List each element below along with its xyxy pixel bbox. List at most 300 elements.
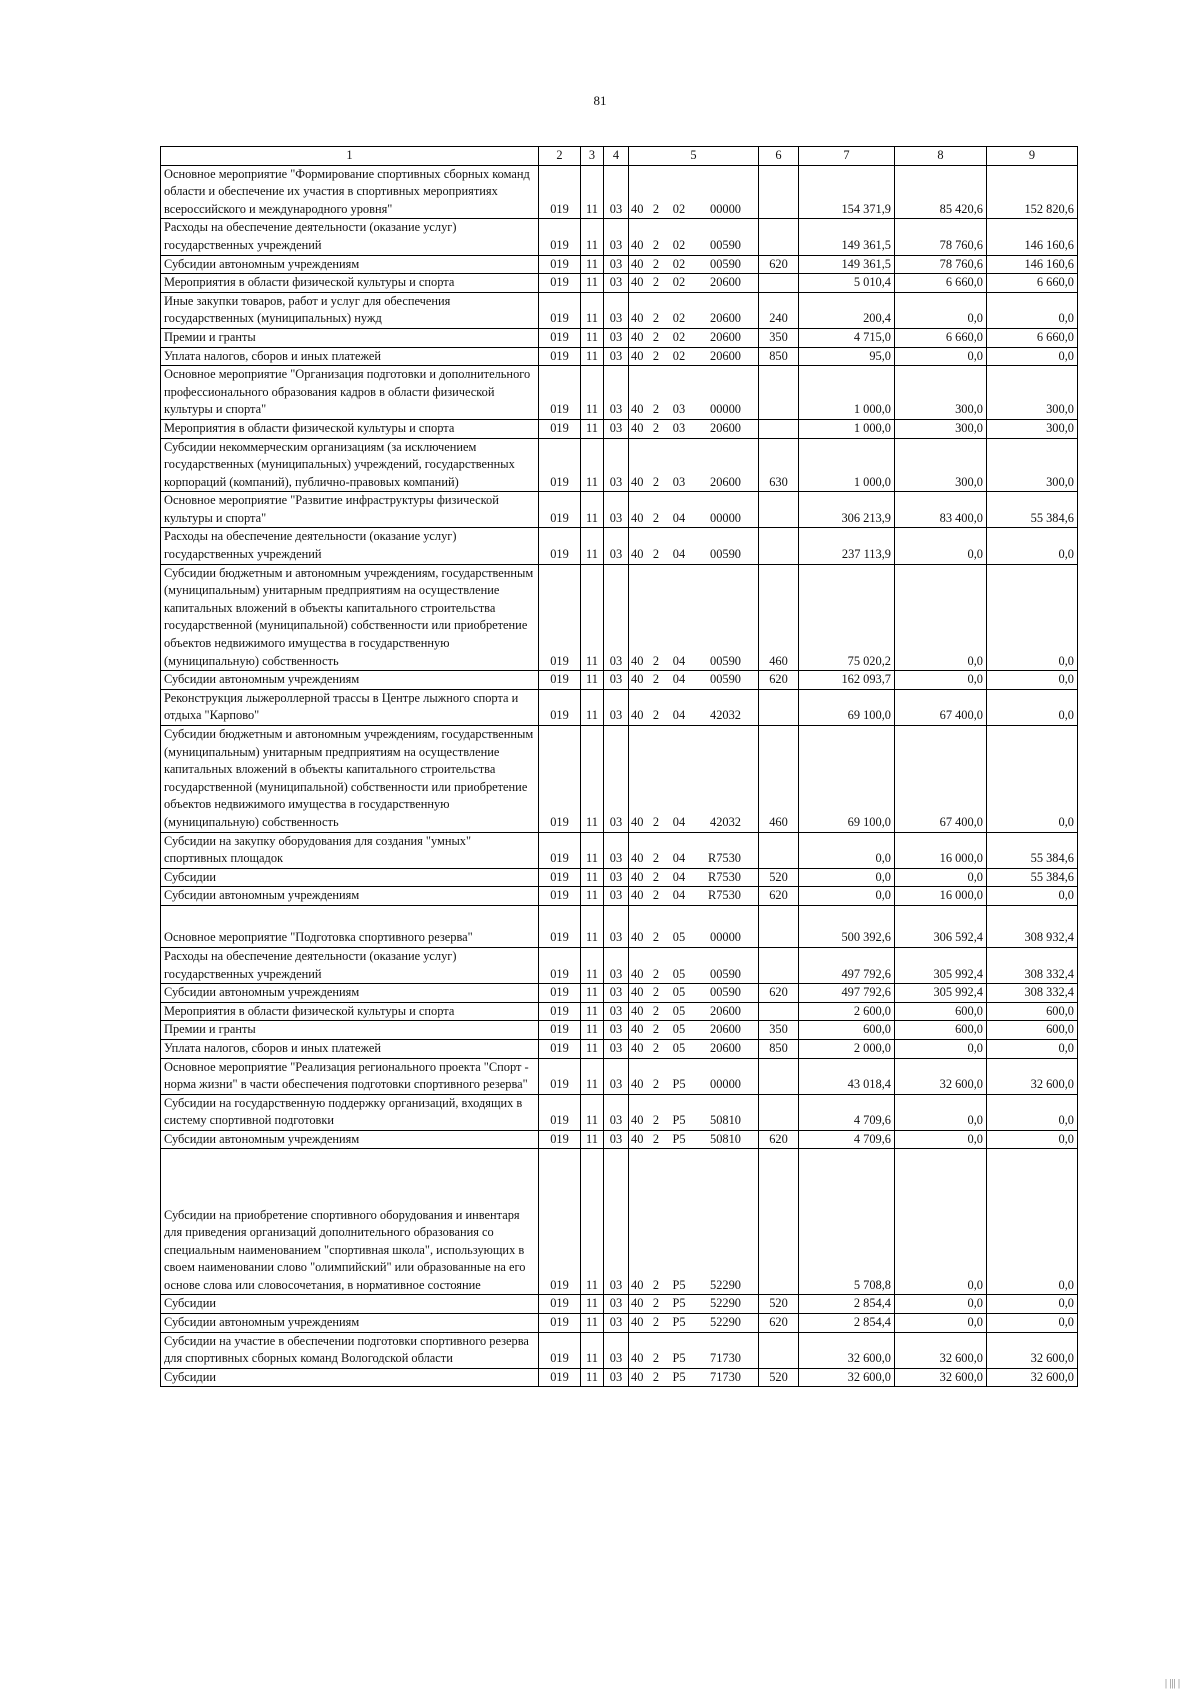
target-item-part: 2	[652, 402, 660, 417]
target-item-part: 40	[631, 1022, 644, 1037]
column-header: 9	[987, 147, 1078, 166]
ministry-code: 019	[539, 1295, 581, 1314]
target-item-code	[629, 292, 759, 328]
amount-col-8: 83 400,0	[895, 492, 987, 528]
section-code: 11	[581, 292, 604, 328]
amount-col-8: 16 000,0	[895, 887, 987, 906]
ministry-code: 019	[539, 1039, 581, 1058]
table-row	[161, 868, 1078, 887]
section-code: 11	[581, 255, 604, 274]
section-code: 11	[581, 1058, 604, 1094]
expense-type-code	[759, 689, 799, 725]
subsection-code: 03	[604, 1295, 629, 1314]
target-item-part: 20600	[710, 1040, 741, 1055]
target-item-part: 40	[631, 275, 644, 290]
target-item-code	[629, 984, 759, 1003]
subsection-code: 03	[604, 1332, 629, 1368]
table-row	[161, 1094, 1078, 1130]
target-item-part: 2	[652, 653, 660, 668]
row-name: Основное мероприятие "Организация подготовки и дополнительного профессионального образования кадров в области физической культуры и спорта"	[161, 366, 539, 420]
table-row	[161, 419, 1078, 438]
ministry-code: 019	[539, 1021, 581, 1040]
amount-col-7: 497 792,6	[799, 947, 895, 983]
subsection-code: 03	[604, 1094, 629, 1130]
section-code: 11	[581, 984, 604, 1003]
amount-col-7: 2 854,4	[799, 1314, 895, 1333]
target-item-part: 00000	[710, 201, 741, 216]
amount-col-7: 1 000,0	[799, 419, 895, 438]
subsection-code: 03	[604, 1368, 629, 1387]
target-item-part: 02	[672, 275, 686, 290]
amount-col-9: 0,0	[987, 1149, 1078, 1295]
target-item-part: 2	[652, 851, 660, 866]
target-item-part: 2	[652, 420, 660, 435]
target-item-part: 20600	[710, 474, 741, 489]
amount-col-9: 0,0	[987, 1130, 1078, 1149]
target-item-code	[629, 165, 759, 219]
subsection-code: 03	[604, 1314, 629, 1333]
target-item-part: P5	[672, 1131, 686, 1146]
target-item-part: 2	[652, 547, 660, 562]
amount-col-9: 308 932,4	[987, 905, 1078, 947]
column-header: 2	[539, 147, 581, 166]
amount-col-8: 0,0	[895, 1295, 987, 1314]
amount-col-8: 0,0	[895, 564, 987, 671]
subsection-code: 03	[604, 219, 629, 255]
target-item-code	[629, 1021, 759, 1040]
table-row	[161, 1002, 1078, 1021]
section-code: 11	[581, 347, 604, 366]
target-item-part: 2	[652, 985, 660, 1000]
row-name: Премии и гранты	[161, 328, 539, 347]
target-item-code	[629, 1094, 759, 1130]
amount-col-8: 6 660,0	[895, 274, 987, 293]
table-row	[161, 492, 1078, 528]
subsection-code: 03	[604, 1039, 629, 1058]
row-name: Субсидии автономным учреждениям	[161, 671, 539, 690]
target-item-part: 40	[631, 510, 644, 525]
amount-col-9: 0,0	[987, 887, 1078, 906]
amount-col-7: 5 010,4	[799, 274, 895, 293]
target-item-part: 04	[672, 510, 686, 525]
expense-type-code	[759, 1149, 799, 1295]
target-item-part: 40	[631, 256, 644, 271]
expense-type-code	[759, 947, 799, 983]
target-item-part: 05	[672, 1003, 686, 1018]
row-name: Субсидии автономным учреждениям	[161, 255, 539, 274]
column-header: 4	[604, 147, 629, 166]
target-item-part: 05	[672, 985, 686, 1000]
target-item-code	[629, 1058, 759, 1094]
target-item-part: 20600	[710, 1022, 741, 1037]
budget-table	[160, 146, 1078, 1387]
expense-type-code: 620	[759, 255, 799, 274]
target-item-part: R7530	[707, 888, 741, 903]
target-item-part: 00000	[710, 930, 741, 945]
row-name: Субсидии автономным учреждениям	[161, 984, 539, 1003]
table-row	[161, 1314, 1078, 1333]
target-item-part: 20600	[710, 275, 741, 290]
table-row	[161, 671, 1078, 690]
target-item-part: 2	[652, 1022, 660, 1037]
target-item-part: 71730	[710, 1369, 741, 1384]
target-item-part: 2	[652, 510, 660, 525]
target-item-code	[629, 219, 759, 255]
expense-type-code	[759, 219, 799, 255]
amount-col-7: 5 708,8	[799, 1149, 895, 1295]
row-name: Субсидии бюджетным и автономным учреждениям, государственным (муниципальным) унитарным предприятиям на осуществление капитальных вложений в объекты капитального строительства государственной (муниципальной) собственности или приобретение объектов недвижимого имущества в государственную (муниципальную) собственность	[161, 726, 539, 833]
target-item-part: 04	[672, 672, 686, 687]
target-item-part: 00000	[710, 402, 741, 417]
section-code: 11	[581, 366, 604, 420]
table-row	[161, 438, 1078, 492]
row-name: Мероприятия в области физической культуры и спорта	[161, 1002, 539, 1021]
header-row	[161, 147, 1078, 166]
row-name: Основное мероприятие "Реализация регионального проекта "Спорт - норма жизни" в части обеспечения подготовки спортивного резерва"	[161, 1058, 539, 1094]
amount-col-7: 69 100,0	[799, 689, 895, 725]
target-item-part: 05	[672, 1022, 686, 1037]
row-name: Основное мероприятие "Развитие инфраструктуры физической культуры и спорта"	[161, 492, 539, 528]
target-item-part: 40	[631, 420, 644, 435]
target-item-code	[629, 1039, 759, 1058]
amount-col-7: 162 093,7	[799, 671, 895, 690]
amount-col-7: 4 709,6	[799, 1094, 895, 1130]
table-row	[161, 984, 1078, 1003]
amount-col-9: 32 600,0	[987, 1058, 1078, 1094]
amount-col-8: 32 600,0	[895, 1332, 987, 1368]
amount-col-9: 600,0	[987, 1002, 1078, 1021]
target-item-code	[629, 492, 759, 528]
amount-col-8: 0,0	[895, 1039, 987, 1058]
target-item-code	[629, 347, 759, 366]
target-item-part: 2	[652, 1315, 660, 1330]
expense-type-code	[759, 165, 799, 219]
amount-col-9: 0,0	[987, 689, 1078, 725]
amount-col-9: 600,0	[987, 1021, 1078, 1040]
ministry-code: 019	[539, 1314, 581, 1333]
subsection-code: 03	[604, 1058, 629, 1094]
amount-col-7: 149 361,5	[799, 219, 895, 255]
amount-col-9: 308 332,4	[987, 984, 1078, 1003]
subsection-code: 03	[604, 255, 629, 274]
amount-col-7: 1 000,0	[799, 438, 895, 492]
amount-col-7: 0,0	[799, 832, 895, 868]
section-code: 11	[581, 274, 604, 293]
target-item-part: 2	[652, 275, 660, 290]
amount-col-8: 306 592,4	[895, 905, 987, 947]
ministry-code: 019	[539, 1332, 581, 1368]
expense-type-code	[759, 1332, 799, 1368]
amount-col-8: 6 660,0	[895, 328, 987, 347]
target-item-part: 20600	[710, 329, 741, 344]
row-name: Субсидии автономным учреждениям	[161, 1130, 539, 1149]
target-item-part: 40	[631, 1369, 644, 1384]
target-item-code	[629, 1149, 759, 1295]
subsection-code: 03	[604, 947, 629, 983]
expense-type-code	[759, 492, 799, 528]
amount-col-7: 0,0	[799, 868, 895, 887]
section-code: 11	[581, 689, 604, 725]
row-name: Мероприятия в области физической культуры и спорта	[161, 419, 539, 438]
target-item-part: 04	[672, 814, 686, 829]
expense-type-code	[759, 1058, 799, 1094]
target-item-code	[629, 1130, 759, 1149]
target-item-code	[629, 832, 759, 868]
table-row	[161, 1039, 1078, 1058]
target-item-part: 52290	[710, 1296, 741, 1311]
amount-col-9: 0,0	[987, 1094, 1078, 1130]
section-code: 11	[581, 419, 604, 438]
target-item-part: R7530	[707, 851, 741, 866]
expense-type-code: 620	[759, 671, 799, 690]
target-item-part: 00590	[710, 237, 741, 252]
amount-col-8: 0,0	[895, 1094, 987, 1130]
amount-col-7: 154 371,9	[799, 165, 895, 219]
target-item-part: 40	[631, 329, 644, 344]
target-item-part: 2	[652, 966, 660, 981]
expense-type-code: 240	[759, 292, 799, 328]
ministry-code: 019	[539, 528, 581, 564]
target-item-part: 2	[652, 708, 660, 723]
expense-type-code: 520	[759, 1368, 799, 1387]
row-name: Мероприятия в области физической культуры и спорта	[161, 274, 539, 293]
amount-col-9: 0,0	[987, 726, 1078, 833]
section-code: 11	[581, 1002, 604, 1021]
row-name: Реконструкция лыжероллерной трассы в Центре лыжного спорта и отдыха "Карпово"	[161, 689, 539, 725]
row-name: Субсидии	[161, 1295, 539, 1314]
expense-type-code	[759, 905, 799, 947]
amount-col-8: 0,0	[895, 528, 987, 564]
target-item-part: 50810	[710, 1131, 741, 1146]
table-row	[161, 726, 1078, 833]
target-item-part: 2	[652, 256, 660, 271]
section-code: 11	[581, 905, 604, 947]
target-item-part: 42032	[710, 708, 741, 723]
subsection-code: 03	[604, 347, 629, 366]
expense-type-code: 850	[759, 1039, 799, 1058]
expense-type-code: 850	[759, 347, 799, 366]
column-header: 7	[799, 147, 895, 166]
target-item-part: P5	[672, 1077, 686, 1092]
expense-type-code	[759, 528, 799, 564]
table-row	[161, 1295, 1078, 1314]
target-item-part: P5	[672, 1277, 686, 1292]
expense-type-code: 520	[759, 868, 799, 887]
amount-col-9: 300,0	[987, 366, 1078, 420]
ministry-code: 019	[539, 1058, 581, 1094]
target-item-part: 05	[672, 966, 686, 981]
amount-col-9: 55 384,6	[987, 492, 1078, 528]
subsection-code: 03	[604, 905, 629, 947]
ministry-code: 019	[539, 671, 581, 690]
amount-col-7: 2 000,0	[799, 1039, 895, 1058]
target-item-code	[629, 905, 759, 947]
target-item-part: 2	[652, 311, 660, 326]
amount-col-9: 55 384,6	[987, 868, 1078, 887]
ministry-code: 019	[539, 438, 581, 492]
section-code: 11	[581, 219, 604, 255]
target-item-part: 04	[672, 547, 686, 562]
subsection-code: 03	[604, 832, 629, 868]
table-row	[161, 292, 1078, 328]
section-code: 11	[581, 1314, 604, 1333]
expense-type-code	[759, 419, 799, 438]
amount-col-8: 67 400,0	[895, 726, 987, 833]
target-item-part: 02	[672, 311, 686, 326]
row-name: Субсидии на участие в обеспечении подготовки спортивного резерва для спортивных сборных команд Вологодской области	[161, 1332, 539, 1368]
ministry-code: 019	[539, 832, 581, 868]
subsection-code: 03	[604, 1149, 629, 1295]
target-item-code	[629, 671, 759, 690]
target-item-part: 40	[631, 201, 644, 216]
row-name: Основное мероприятие "Формирование спортивных сборных команд области и обеспечение их участия в спортивных мероприятиях всероссийского и международного уровня"	[161, 165, 539, 219]
ministry-code: 019	[539, 255, 581, 274]
target-item-code	[629, 868, 759, 887]
row-name: Субсидии	[161, 1368, 539, 1387]
ministry-code: 019	[539, 1149, 581, 1295]
row-name: Субсидии	[161, 868, 539, 887]
expense-type-code: 520	[759, 1295, 799, 1314]
section-code: 11	[581, 1368, 604, 1387]
target-item-code	[629, 528, 759, 564]
target-item-code	[629, 947, 759, 983]
column-header: 6	[759, 147, 799, 166]
target-item-part: 40	[631, 1277, 644, 1292]
section-code: 11	[581, 328, 604, 347]
amount-col-9: 0,0	[987, 564, 1078, 671]
target-item-part: 40	[631, 985, 644, 1000]
ministry-code: 019	[539, 1368, 581, 1387]
subsection-code: 03	[604, 328, 629, 347]
row-name: Субсидии некоммерческим организациям (за исключением государственных (муниципальных) учреждений, государственных корпораций (компаний), публично-правовых компаний)	[161, 438, 539, 492]
target-item-part: 52290	[710, 1315, 741, 1330]
section-code: 11	[581, 671, 604, 690]
amount-col-7: 2 600,0	[799, 1002, 895, 1021]
amount-col-7: 2 854,4	[799, 1295, 895, 1314]
target-item-code	[629, 726, 759, 833]
amount-col-8: 305 992,4	[895, 947, 987, 983]
target-item-part: 00590	[710, 966, 741, 981]
amount-col-9: 146 160,6	[987, 219, 1078, 255]
subsection-code: 03	[604, 1021, 629, 1040]
subsection-code: 03	[604, 366, 629, 420]
amount-col-8: 16 000,0	[895, 832, 987, 868]
row-name: Уплата налогов, сборов и иных платежей	[161, 347, 539, 366]
target-item-part: 02	[672, 256, 686, 271]
section-code: 11	[581, 947, 604, 983]
amount-col-7: 200,4	[799, 292, 895, 328]
target-item-part: 00590	[710, 256, 741, 271]
section-code: 11	[581, 726, 604, 833]
amount-col-9: 6 660,0	[987, 274, 1078, 293]
subsection-code: 03	[604, 689, 629, 725]
target-item-part: 40	[631, 402, 644, 417]
ministry-code: 019	[539, 274, 581, 293]
target-item-part: 40	[631, 474, 644, 489]
amount-col-8: 0,0	[895, 1130, 987, 1149]
target-item-part: 40	[631, 672, 644, 687]
amount-col-7: 0,0	[799, 887, 895, 906]
amount-col-9: 308 332,4	[987, 947, 1078, 983]
amount-col-9: 0,0	[987, 1295, 1078, 1314]
target-item-part: 40	[631, 708, 644, 723]
target-item-part: 02	[672, 237, 686, 252]
expense-type-code: 350	[759, 328, 799, 347]
target-item-part: 40	[631, 348, 644, 363]
ministry-code: 019	[539, 689, 581, 725]
ministry-code: 019	[539, 328, 581, 347]
target-item-part: 40	[631, 1315, 644, 1330]
amount-col-7: 600,0	[799, 1021, 895, 1040]
amount-col-7: 4 709,6	[799, 1130, 895, 1149]
amount-col-9: 0,0	[987, 1039, 1078, 1058]
section-code: 11	[581, 1295, 604, 1314]
table-row	[161, 366, 1078, 420]
target-item-code	[629, 328, 759, 347]
table-row	[161, 328, 1078, 347]
target-item-part: 40	[631, 1003, 644, 1018]
ministry-code: 019	[539, 726, 581, 833]
amount-col-7: 95,0	[799, 347, 895, 366]
column-header: 1	[161, 147, 539, 166]
row-name: Субсидии автономным учреждениям	[161, 887, 539, 906]
target-item-part: 04	[672, 708, 686, 723]
section-code: 11	[581, 1130, 604, 1149]
target-item-part: 2	[652, 930, 660, 945]
row-name: Расходы на обеспечение деятельности (оказание услуг) государственных учреждений	[161, 219, 539, 255]
target-item-part: 40	[631, 814, 644, 829]
subsection-code: 03	[604, 564, 629, 671]
amount-col-9: 32 600,0	[987, 1332, 1078, 1368]
amount-col-8: 0,0	[895, 868, 987, 887]
amount-col-9: 55 384,6	[987, 832, 1078, 868]
ministry-code: 019	[539, 366, 581, 420]
table-row	[161, 274, 1078, 293]
target-item-part: 02	[672, 348, 686, 363]
target-item-part: 40	[631, 888, 644, 903]
target-item-part: 2	[652, 869, 660, 884]
target-item-code	[629, 1368, 759, 1387]
amount-col-9: 0,0	[987, 528, 1078, 564]
target-item-part: 03	[672, 402, 686, 417]
amount-col-9: 300,0	[987, 419, 1078, 438]
row-name: Субсидии бюджетным и автономным учреждениям, государственным (муниципальным) унитарным предприятиям на осуществление капитальных вложений в объекты капитального строительства государственной (муниципальной) собственности или приобретение объектов недвижимого имущества в государственную (муниципальную) собственность	[161, 564, 539, 671]
section-code: 11	[581, 868, 604, 887]
amount-col-9: 300,0	[987, 438, 1078, 492]
row-name: Иные закупки товаров, работ и услуг для обеспечения государственных (муниципальных) нужд	[161, 292, 539, 328]
ministry-code: 019	[539, 292, 581, 328]
amount-col-8: 0,0	[895, 347, 987, 366]
expense-type-code	[759, 1002, 799, 1021]
amount-col-7: 32 600,0	[799, 1368, 895, 1387]
table-row	[161, 219, 1078, 255]
target-item-part: 71730	[710, 1351, 741, 1366]
amount-col-8: 600,0	[895, 1002, 987, 1021]
amount-col-8: 0,0	[895, 1314, 987, 1333]
amount-col-9: 0,0	[987, 292, 1078, 328]
section-code: 11	[581, 492, 604, 528]
table-row	[161, 1332, 1078, 1368]
subsection-code: 03	[604, 868, 629, 887]
ministry-code: 019	[539, 887, 581, 906]
target-item-part: 2	[652, 1351, 660, 1366]
target-item-part: 2	[652, 329, 660, 344]
ministry-code: 019	[539, 1130, 581, 1149]
row-name: Расходы на обеспечение деятельности (оказание услуг) государственных учреждений	[161, 947, 539, 983]
expense-type-code: 460	[759, 564, 799, 671]
amount-col-8: 0,0	[895, 671, 987, 690]
target-item-part: 00590	[710, 653, 741, 668]
